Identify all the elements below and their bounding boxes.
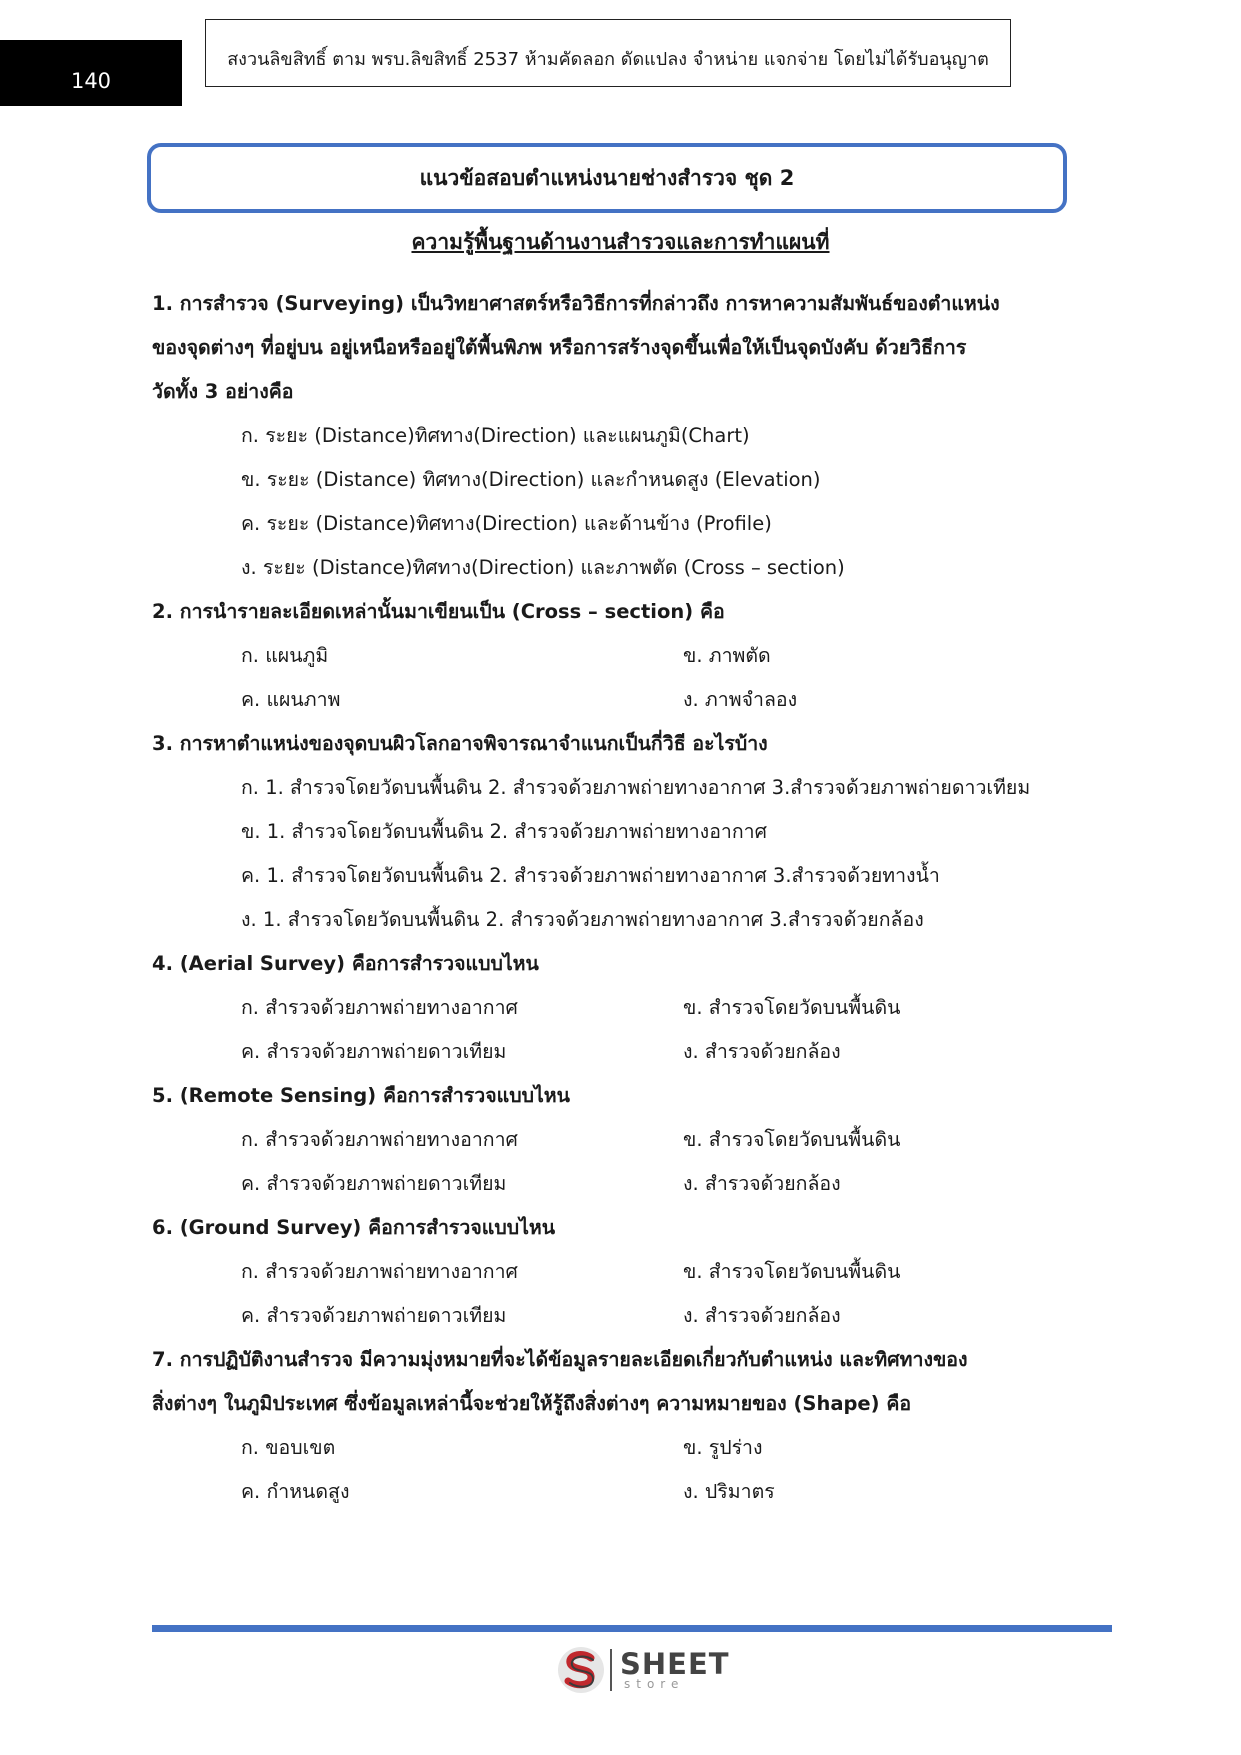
choice-a: ก. ขอบเขต — [241, 1436, 336, 1459]
copyright-notice: สงวนลิขสิทธิ์ ตาม พรบ.ลิขสิทธิ์ 2537 ห้ามคัดลอก ดัดแปลง จำหน่าย แจกจ่าย โดยไม่ได้รับอนุญาต — [205, 19, 1011, 87]
choice-a: ก. ระยะ (Distance)ทิศทาง(Direction) และแผนภูมิ(Chart) — [241, 424, 750, 447]
choice-c: ค. ระยะ (Distance)ทิศทาง(Direction) และด้านข้าง (Profile) — [241, 512, 772, 535]
choice-c: ค. สำรวจด้วยภาพถ่ายดาวเทียม — [241, 1040, 507, 1063]
question-1 — [152, 282, 1067, 590]
section-subtitle: ความรู้พื้นฐานด้านงานสำรวจและการทำแผนที่ — [411, 230, 830, 254]
page-number: 140 — [0, 40, 182, 106]
choice-b: ข. สำรวจโดยวัดบนพื้นดิน — [683, 1260, 901, 1283]
choice-d: ง. สำรวจด้วยกล้อง — [683, 1304, 841, 1327]
choice-c: ค. 1. สำรวจโดยวัดบนพื้นดิน 2. สำรวจด้วยภาพถ่ายทางอากาศ 3.สำรวจด้วยทางน้ำ — [241, 864, 940, 887]
choice-a: ก. สำรวจด้วยภาพถ่ายทางอากาศ — [241, 996, 518, 1019]
choice-d: ง. สำรวจด้วยกล้อง — [683, 1040, 841, 1063]
choice-b: ข. ภาพตัด — [683, 644, 771, 667]
choice-d: ง. ระยะ (Distance)ทิศทาง(Direction) และภาพตัด (Cross – section) — [241, 556, 845, 579]
choice-b: ข. ระยะ (Distance) ทิศทาง(Direction) และกำหนดสูง (Elevation) — [241, 468, 821, 491]
question-text: 6. (Ground Survey) คือการสำรวจแบบไหน — [152, 1216, 556, 1239]
choice-b: ข. สำรวจโดยวัดบนพื้นดิน — [683, 1128, 901, 1151]
choice-b: ข. 1. สำรวจโดยวัดบนพื้นดิน 2. สำรวจด้วยภาพถ่ายทางอากาศ — [241, 820, 767, 843]
question-5 — [152, 1074, 1067, 1206]
choice-a: ก. สำรวจด้วยภาพถ่ายทางอากาศ — [241, 1128, 518, 1151]
question-text: 1. การสำรวจ (Surveying) เป็นวิทยาศาสตร์หรือวิธีการที่กล่าวถึง การหาความสัมพันธ์ของตำแหน่ง — [152, 292, 1000, 315]
choice-c: ค. สำรวจด้วยภาพถ่ายดาวเทียม — [241, 1304, 507, 1327]
question-3 — [152, 722, 1067, 942]
logo-store-text: store — [624, 1677, 685, 1691]
question-2 — [152, 590, 1067, 722]
question-text: ของจุดต่างๆ ที่อยู่บน อยู่เหนือหรืออยู่ใต้พื้นพิภพ หรือการสร้างจุดขึ้นเพื่อให้เป็นจุดบังคับ ด้วยวิธีการ — [152, 336, 967, 359]
page-title: แนวข้อสอบตำแหน่งนายช่างสำรวจ ชุด 2 — [147, 143, 1067, 213]
question-text: 2. การนำรายละเอียดเหล่านั้นมาเขียนเป็น (Cross – section) คือ — [152, 600, 725, 623]
footer-divider — [152, 1625, 1112, 1632]
choice-c: ค. สำรวจด้วยภาพถ่ายดาวเทียม — [241, 1172, 507, 1195]
question-text: 7. การปฏิบัติงานสำรวจ มีความมุ่งหมายที่จะได้ข้อมูลรายละเอียดเกี่ยวกับตำแหน่ง และทิศทางของ — [152, 1348, 968, 1371]
sheet-store-logo — [556, 1645, 730, 1695]
sheet-logo-icon — [556, 1645, 606, 1695]
choice-c: ค. แผนภาพ — [241, 688, 341, 711]
choice-a: ก. 1. สำรวจโดยวัดบนพื้นดิน 2. สำรวจด้วยภาพถ่ายทางอากาศ 3.สำรวจด้วยภาพถ่ายดาวเทียม — [241, 776, 1031, 799]
question-7 — [152, 1338, 1067, 1514]
choice-a: ก. แผนภูมิ — [241, 644, 329, 667]
question-list — [152, 282, 1067, 1514]
logo-brand-text: SHEET — [620, 1647, 730, 1681]
choice-b: ข. รูปร่าง — [683, 1436, 763, 1459]
question-4 — [152, 942, 1067, 1074]
question-text: 5. (Remote Sensing) คือการสำรวจแบบไหน — [152, 1084, 570, 1107]
question-text: สิ่งต่างๆ ในภูมิประเทศ ซึ่งข้อมูลเหล่านี้จะช่วยให้รู้ถึงสิ่งต่างๆ ความหมายของ (Shape) คือ — [152, 1392, 912, 1415]
choice-c: ค. กำหนดสูง — [241, 1480, 350, 1503]
question-text: 4. (Aerial Survey) คือการสำรวจแบบไหน — [152, 952, 539, 975]
choice-d: ง. ปริมาตร — [683, 1480, 775, 1503]
logo-divider — [610, 1649, 612, 1691]
choice-d: ง. สำรวจด้วยกล้อง — [683, 1172, 841, 1195]
choice-d: ง. ภาพจำลอง — [683, 688, 798, 711]
choice-b: ข. สำรวจโดยวัดบนพื้นดิน — [683, 996, 901, 1019]
question-6 — [152, 1206, 1067, 1338]
question-text: วัดทั้ง 3 อย่างคือ — [152, 380, 294, 403]
question-text: 3. การหาตำแหน่งของจุดบนผิวโลกอาจพิจารณาจำแนกเป็นกี่วิธี อะไรบ้าง — [152, 732, 768, 755]
choice-a: ก. สำรวจด้วยภาพถ่ายทางอากาศ — [241, 1260, 518, 1283]
choice-d: ง. 1. สำรวจโดยวัดบนพื้นดิน 2. สำรวจด้วยภาพถ่ายทางอากาศ 3.สำรวจด้วยกล้อง — [241, 908, 924, 931]
